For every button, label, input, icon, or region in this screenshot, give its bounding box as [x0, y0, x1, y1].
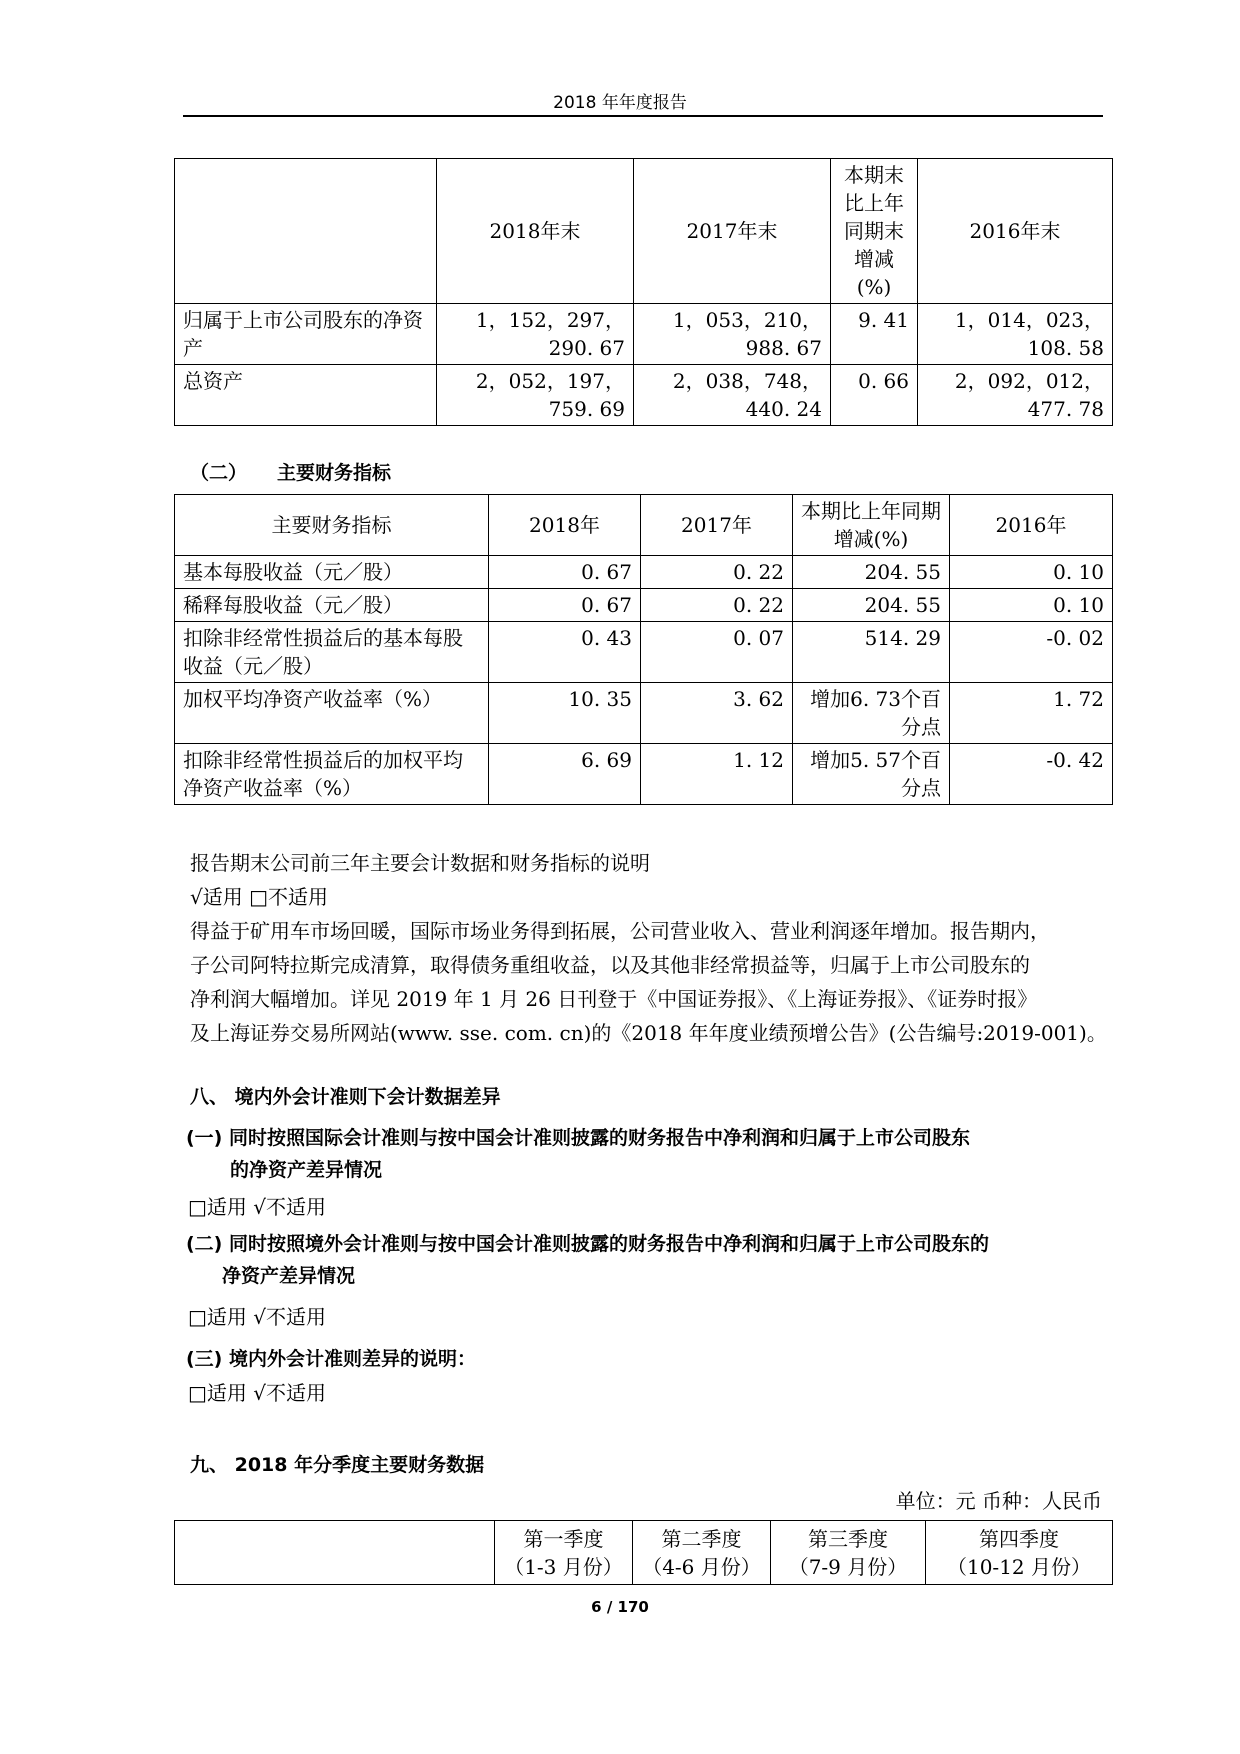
- quarter-months: （10-12 月份）: [946, 1554, 1091, 1579]
- page-header-title: 2018 年年度报告: [553, 93, 687, 113]
- cell-value: 2，038，748，440. 24: [634, 365, 831, 426]
- cell-value: 0. 66: [831, 365, 918, 426]
- row-label: 归属于上市公司股东的净资产: [175, 304, 437, 365]
- explanation-title: 报告期末公司前三年主要会计数据和财务指标的说明: [190, 851, 650, 875]
- quarter-name: 第三季度: [808, 1526, 888, 1551]
- applicability-check: √适用 □不适用: [190, 885, 328, 909]
- table1-header-2018: 2018年末: [437, 159, 634, 304]
- section-number: （二）: [190, 462, 248, 484]
- table-row: [175, 683, 1113, 744]
- cell-value: 2，092，012，477. 78: [918, 365, 1113, 426]
- cell-value: 1，152，297，290. 67: [437, 304, 634, 365]
- cell-value: 204. 55: [793, 589, 950, 622]
- cell-value: 514. 29: [793, 622, 950, 683]
- page-number: 6 / 170: [591, 1598, 649, 1616]
- row-label: 总资产: [175, 365, 437, 426]
- quarter-name: 第四季度: [979, 1526, 1059, 1551]
- cell-value: 2，052，197，759. 69: [437, 365, 634, 426]
- cell-value: 增加6. 73个百分点: [793, 683, 950, 744]
- cell-value: 6. 69: [489, 744, 641, 805]
- table3-header-q3: [771, 1521, 926, 1585]
- cell-value: 0. 22: [641, 589, 793, 622]
- quarter-name: 第二季度: [661, 1526, 742, 1551]
- cell-value: 0. 10: [950, 556, 1113, 589]
- explanation-line: 得益于矿用车市场回暖，国际市场业务得到拓展，公司营业收入、营业利润逐年增加。报告期内，: [190, 919, 1050, 943]
- quarter-name: 第一季度: [523, 1526, 604, 1551]
- section-heading: [190, 458, 391, 485]
- header-divider: [183, 115, 1103, 117]
- cell-value: 0. 10: [950, 589, 1113, 622]
- unit-note: 单位：元 币种：人民币: [895, 1489, 1102, 1513]
- item-label-cont: 净资产差异情况: [222, 1265, 356, 1287]
- table3-header-q2: [633, 1521, 771, 1585]
- applicability-check: □适用 √不适用: [188, 1195, 326, 1219]
- table-row: [175, 304, 1113, 365]
- cell-value: 0. 43: [489, 622, 641, 683]
- table3-header-q4: [926, 1521, 1113, 1585]
- explanation-line: 子公司阿特拉斯完成清算，取得债务重组收益，以及其他非经常损益等，归属于上市公司股东的: [190, 953, 1030, 977]
- row-label: 扣除非经常性损益后的加权平均净资产收益率（%）: [175, 744, 489, 805]
- applicability-check: □适用 √不适用: [188, 1381, 326, 1405]
- applicability-check: □适用 √不适用: [188, 1305, 326, 1329]
- explanation-block: [190, 846, 1110, 1050]
- quarterly-table: [174, 1520, 1113, 1585]
- table-row: [175, 556, 1113, 589]
- balance-table: [174, 158, 1113, 426]
- table2-header-2018: 2018年: [489, 495, 641, 556]
- table2-header-metric: 主要财务指标: [175, 495, 489, 556]
- quarter-months: （7-9 月份）: [788, 1554, 908, 1579]
- cell-value: 1，053，210，988. 67: [634, 304, 831, 365]
- cell-value: 0. 07: [641, 622, 793, 683]
- cell-value: 增加5. 57个百分点: [793, 744, 950, 805]
- item-label: (一) 同时按照国际会计准则与按中国会计准则披露的财务报告中净利润和归属于上市公司股东: [186, 1127, 970, 1149]
- cell-value: 0. 67: [489, 589, 641, 622]
- item-label: (二) 同时按照境外会计准则与按中国会计准则披露的财务报告中净利润和归属于上市公司股东的: [186, 1233, 989, 1255]
- table-row: [175, 622, 1113, 683]
- cell-value: 1. 12: [641, 744, 793, 805]
- table3-header-blank: [175, 1521, 495, 1585]
- section8-item-3: (三) 境内外会计准则差异的说明：: [186, 1348, 476, 1370]
- cell-value: 0. 67: [489, 556, 641, 589]
- table2-header-2016: 2016年: [950, 495, 1113, 556]
- explanation-line: 及上海证券交易所网站(www. sse. com. cn)的《2018 年年度业绩预增公告》(公告编号:2019-001)。: [190, 1021, 1107, 1045]
- table2-header-2017: 2017年: [641, 495, 793, 556]
- row-label: 加权平均净资产收益率（%）: [175, 683, 489, 744]
- table3-header-q1: [495, 1521, 633, 1585]
- section8-item-2: [186, 1228, 1106, 1292]
- quarter-months: （1-3 月份）: [504, 1554, 623, 1579]
- table1-header-2016: 2016年末: [918, 159, 1113, 304]
- section8-item-1: [186, 1122, 1106, 1186]
- row-label: 基本每股收益（元／股）: [175, 556, 489, 589]
- explanation-line: 净利润大幅增加。详见 2019 年 1 月 26 日刊登于《中国证券报》、《上海证券报》、《证券时报》: [190, 987, 1038, 1011]
- cell-value: 204. 55: [793, 556, 950, 589]
- indicators-table: [174, 494, 1113, 805]
- cell-value: 10. 35: [489, 683, 641, 744]
- table1-header-blank: [175, 159, 437, 304]
- table-row: [175, 744, 1113, 805]
- table2-header-change: 本期比上年同期增减(%): [793, 495, 950, 556]
- section-title: 主要财务指标: [277, 462, 392, 484]
- table-row: [175, 589, 1113, 622]
- item-label-cont: 的净资产差异情况: [230, 1159, 383, 1181]
- cell-value: 1. 72: [950, 683, 1113, 744]
- quarter-months: （4-6 月份）: [642, 1554, 761, 1579]
- cell-value: 1，014，023，108. 58: [918, 304, 1113, 365]
- cell-value: -0. 42: [950, 744, 1113, 805]
- section9-heading: 九、 2018 年分季度主要财务数据: [190, 1454, 485, 1476]
- table1-header-change: 本期末比上年同期末增减(%): [831, 159, 918, 304]
- cell-value: 0. 22: [641, 556, 793, 589]
- table-row: [175, 365, 1113, 426]
- cell-value: 3. 62: [641, 683, 793, 744]
- cell-value: -0. 02: [950, 622, 1113, 683]
- table1-header-2017: 2017年末: [634, 159, 831, 304]
- cell-value: 9. 41: [831, 304, 918, 365]
- section8-heading: 八、 境内外会计准则下会计数据差异: [190, 1086, 501, 1108]
- row-label: 扣除非经常性损益后的基本每股收益（元／股）: [175, 622, 489, 683]
- row-label: 稀释每股收益（元／股）: [175, 589, 489, 622]
